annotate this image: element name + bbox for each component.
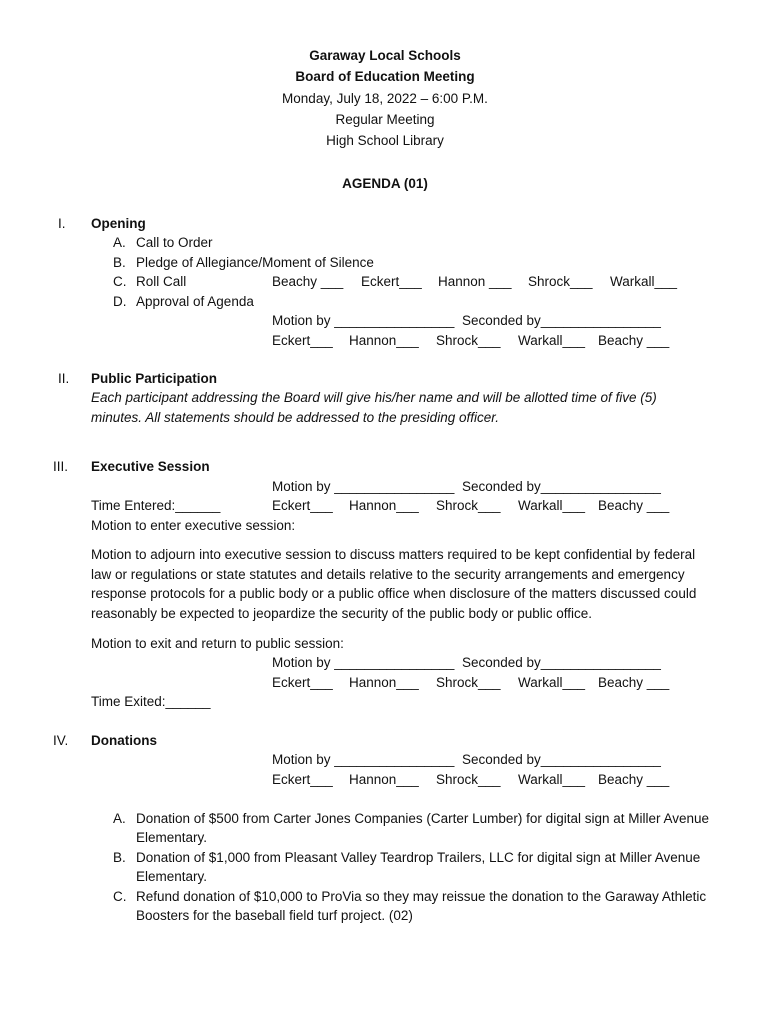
motion-by: Motion by ________________ <box>272 655 455 670</box>
meeting-type: Regular Meeting <box>335 112 435 127</box>
list-letter: B. <box>113 850 126 865</box>
motion-by: Motion by ________________ <box>272 479 455 494</box>
rollcall-shrock: Shrock___ <box>528 274 593 289</box>
rollcall-eckert: Eckert___ <box>361 274 422 289</box>
meeting-title: Board of Education Meeting <box>295 69 475 84</box>
vote-hannon: Hannon___ <box>349 772 419 787</box>
vote-eckert: Eckert___ <box>272 675 333 690</box>
section-title-public-participation: Public Participation <box>91 371 218 386</box>
vote-hannon: Hannon___ <box>349 333 419 348</box>
motion-exit-session: Motion to exit and return to public session: <box>91 636 344 651</box>
vote-hannon: Hannon___ <box>349 498 419 513</box>
executive-session-paragraph: response protocols for a public body or a public office when disclosure of the matters discussed could <box>91 586 697 601</box>
section-number: III. <box>53 459 69 474</box>
vote-shrock: Shrock___ <box>436 772 501 787</box>
vote-shrock: Shrock___ <box>436 333 501 348</box>
executive-session-paragraph: Motion to adjourn into executive session to discuss matters required to be kept confidential by federal <box>91 547 696 562</box>
seconded-by: Seconded by________________ <box>462 655 661 670</box>
donation-item: Refund donation of $10,000 to ProVia so they may reissue the donation to the Garaway Athletic <box>136 889 707 904</box>
section-number: IV. <box>53 733 69 748</box>
seconded-by: Seconded by________________ <box>462 752 661 767</box>
donation-item: Boosters for the baseball field turf project. (02) <box>136 908 413 923</box>
agenda-title: AGENDA (01) <box>342 176 428 191</box>
vote-warkall: Warkall___ <box>518 772 586 787</box>
participation-note: minutes. All statements should be addressed to the presiding officer. <box>91 410 499 425</box>
list-letter: A. <box>113 811 126 826</box>
list-letter: C. <box>113 274 127 289</box>
meeting-location: High School Library <box>326 133 444 148</box>
list-item: Pledge of Allegiance/Moment of Silence <box>136 255 374 270</box>
vote-eckert: Eckert___ <box>272 772 333 787</box>
motion-enter-session: Motion to enter executive session: <box>91 518 296 533</box>
list-item: Roll Call <box>136 274 187 289</box>
executive-session-paragraph: law or regulations or state statutes and details relative to the security arrangements and emergency <box>91 567 685 582</box>
donation-item: Elementary. <box>136 869 208 884</box>
vote-shrock: Shrock___ <box>436 498 501 513</box>
time-entered: Time Entered:______ <box>91 498 221 513</box>
motion-by: Motion by ________________ <box>272 313 455 328</box>
seconded-by: Seconded by________________ <box>462 313 661 328</box>
section-number: II. <box>58 371 70 386</box>
vote-beachy: Beachy ___ <box>598 498 670 513</box>
section-title-executive-session: Executive Session <box>91 459 210 474</box>
rollcall-beachy: Beachy ___ <box>272 274 344 289</box>
list-item: Call to Order <box>136 235 213 250</box>
executive-session-paragraph: reasonably be expected to jeopardize the security of the public body or public office. <box>91 606 593 621</box>
rollcall-warkall: Warkall___ <box>610 274 678 289</box>
seconded-by: Seconded by________________ <box>462 479 661 494</box>
list-letter: C. <box>113 889 127 904</box>
donation-item: Donation of $1,000 from Pleasant Valley Teardrop Trailers, LLC for digital sign at Miller Avenue <box>136 850 701 865</box>
vote-warkall: Warkall___ <box>518 498 586 513</box>
vote-hannon: Hannon___ <box>349 675 419 690</box>
section-number: I. <box>58 216 66 231</box>
vote-beachy: Beachy ___ <box>598 772 670 787</box>
list-letter: B. <box>113 255 126 270</box>
section-title-opening: Opening <box>91 216 146 231</box>
list-letter: D. <box>113 294 127 309</box>
vote-beachy: Beachy ___ <box>598 675 670 690</box>
time-exited: Time Exited:______ <box>91 694 211 709</box>
meeting-datetime: Monday, July 18, 2022 – 6:00 P.M. <box>282 91 488 106</box>
vote-eckert: Eckert___ <box>272 498 333 513</box>
list-letter: A. <box>113 235 126 250</box>
vote-warkall: Warkall___ <box>518 333 586 348</box>
donation-item: Donation of $500 from Carter Jones Companies (Carter Lumber) for digital sign at Miller Avenue <box>136 811 710 826</box>
donation-item: Elementary. <box>136 830 208 845</box>
list-item: Approval of Agenda <box>136 294 254 309</box>
district-name: Garaway Local Schools <box>309 48 461 63</box>
vote-beachy: Beachy ___ <box>598 333 670 348</box>
section-title-donations: Donations <box>91 733 157 748</box>
rollcall-hannon: Hannon ___ <box>438 274 512 289</box>
participation-note: Each participant addressing the Board will give his/her name and will be allotted time of five (5) <box>91 390 657 405</box>
vote-warkall: Warkall___ <box>518 675 586 690</box>
motion-by: Motion by ________________ <box>272 752 455 767</box>
vote-eckert: Eckert___ <box>272 333 333 348</box>
vote-shrock: Shrock___ <box>436 675 501 690</box>
